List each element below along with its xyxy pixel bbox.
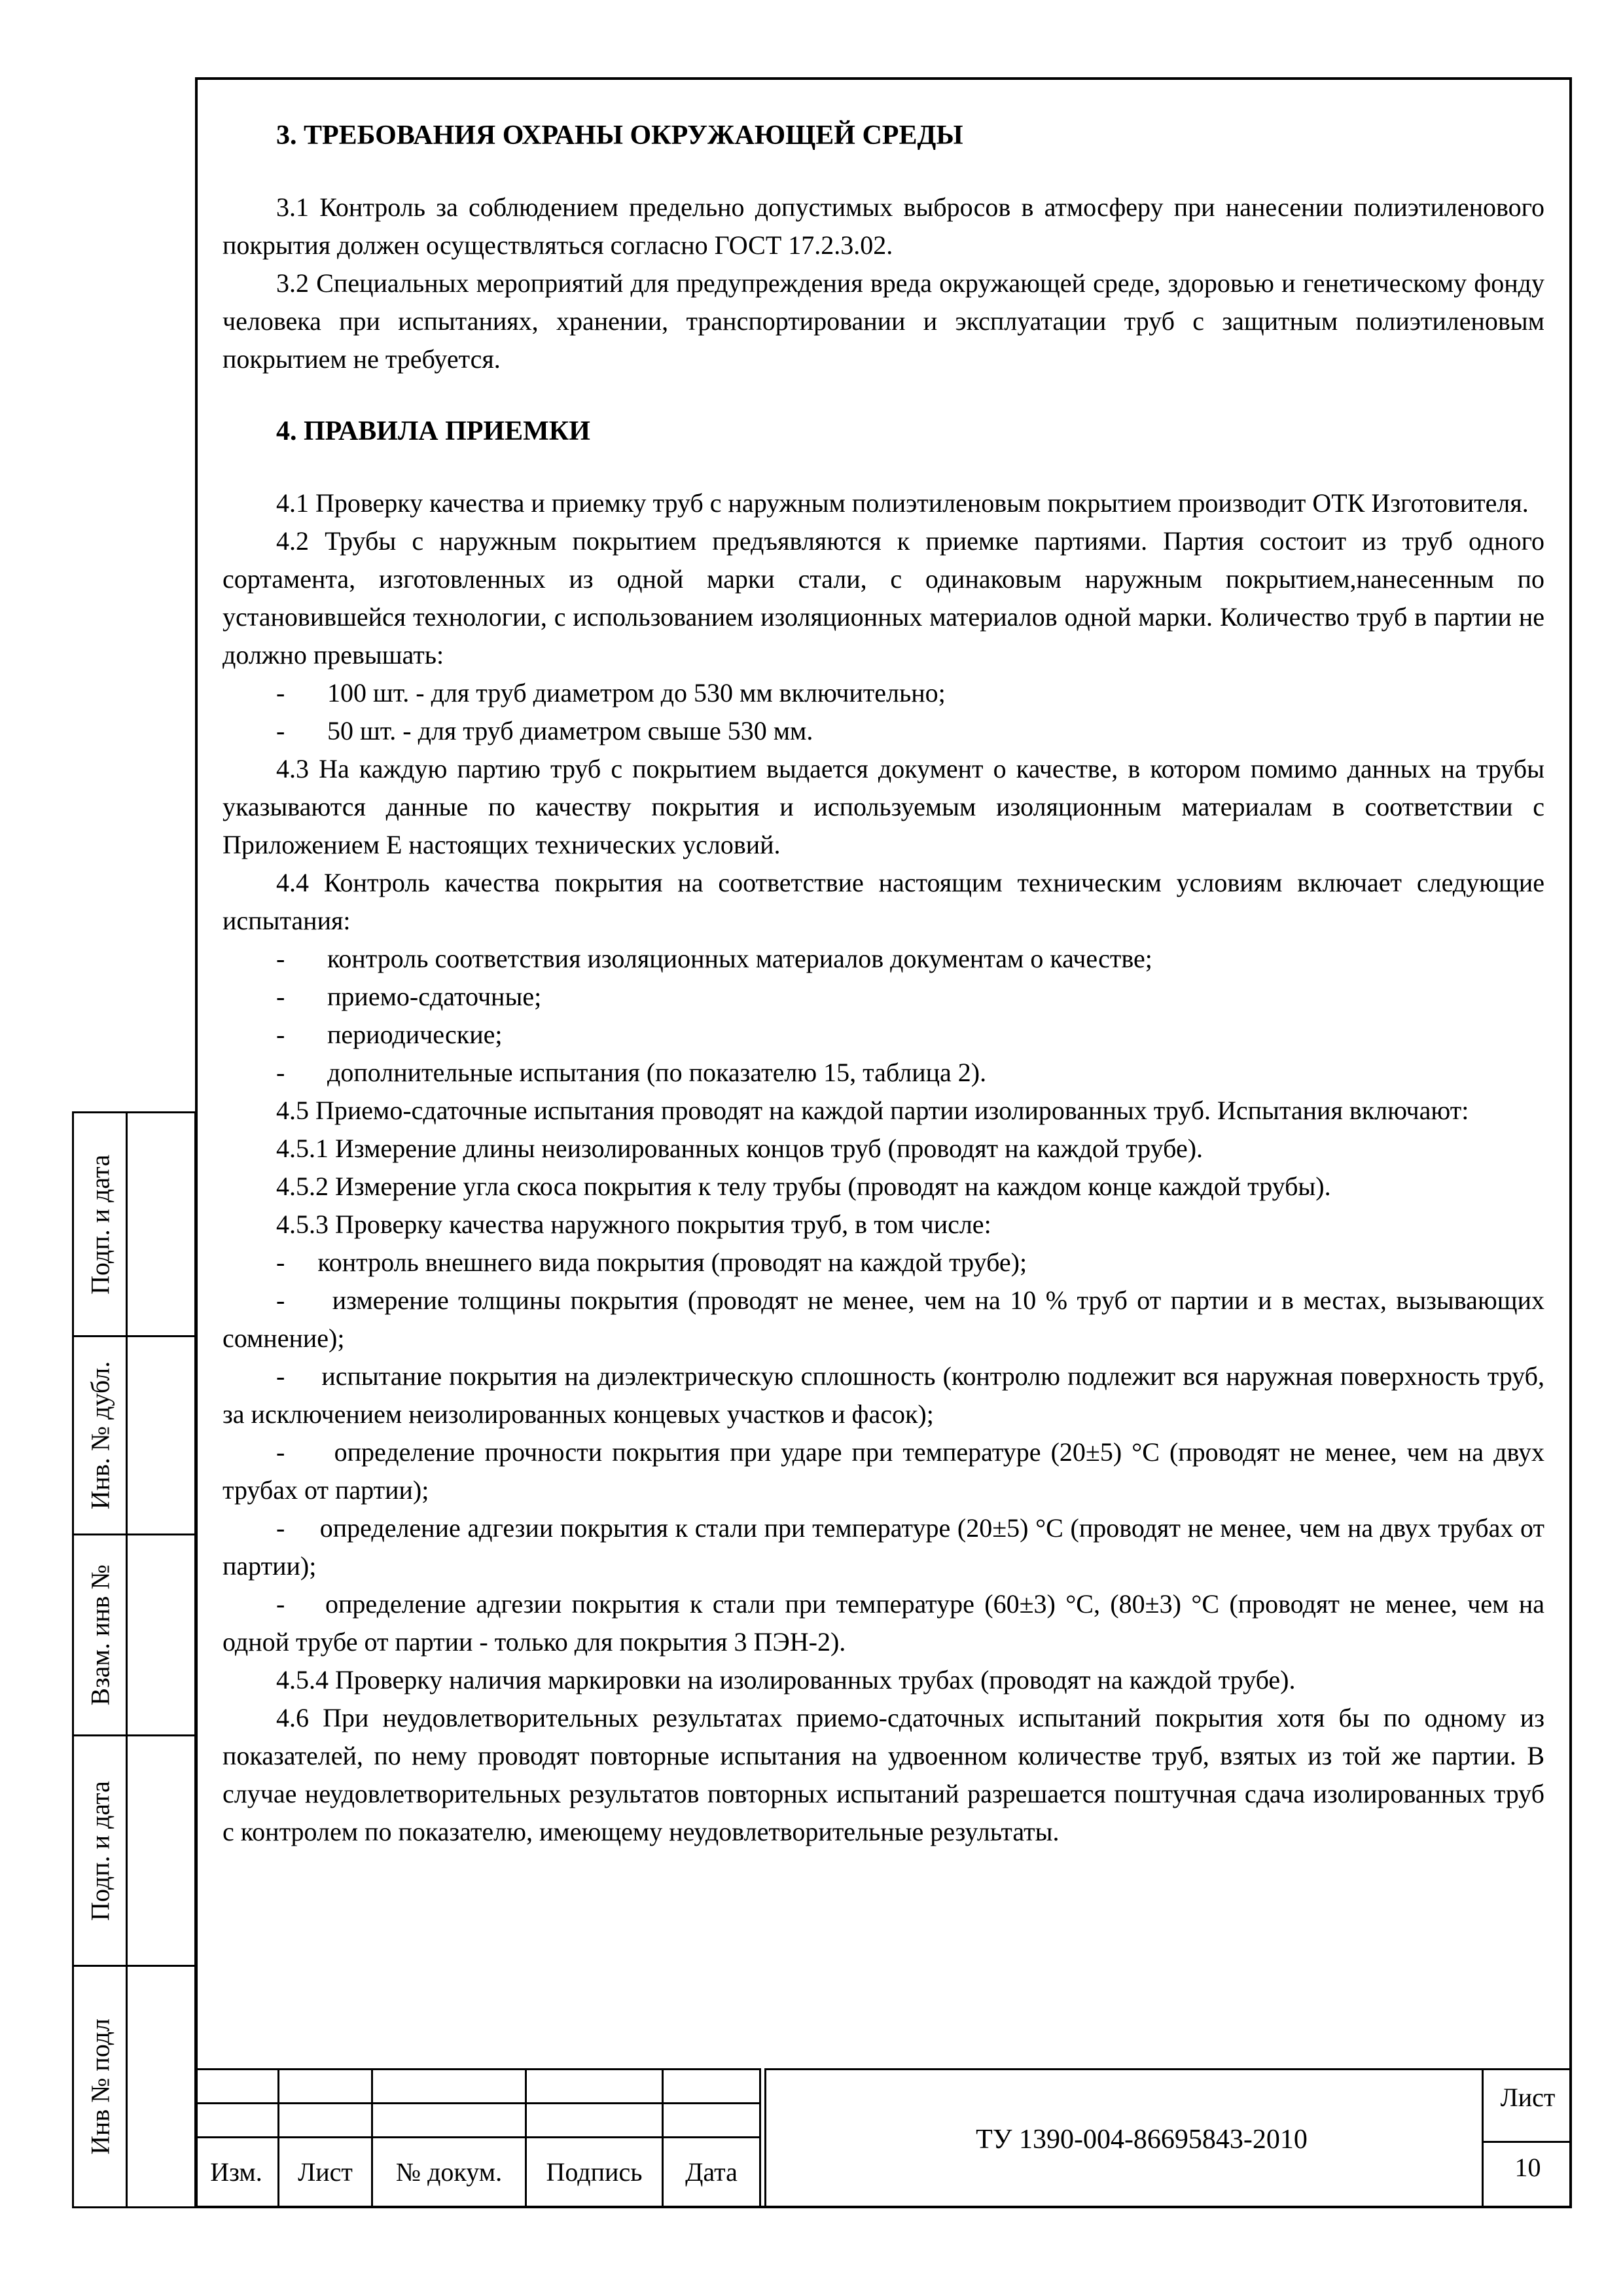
col-signature: Подпись (526, 2138, 663, 2206)
paragraph-4-4: 4.4 Контроль качества покрытия на соответствие настоящим техническим условиям включает следующие испытания: (223, 868, 1544, 935)
revision-table (195, 2068, 761, 2206)
side-label-podp-data-2: Подп. и дата (85, 1780, 115, 1921)
list-item: - определение адгезии покрытия к стали при температуре (60±3) °С, (80±3) °С (проводят не менее, чем на одной трубе от партии - только для покрытия 3 ПЭН-2). (223, 1589, 1544, 1657)
col-izm: Изм. (195, 2138, 279, 2206)
section-3-heading: 3. ТРЕБОВАНИЯ ОХРАНЫ ОКРУЖАЮЩЕЙ СРЕДЫ (276, 120, 963, 151)
document-body (223, 108, 1544, 1851)
list-item: - испытание покрытия на диэлектрическую сплошность (контролю подлежит вся наружная поверхность труб, за исключением неизолированных концевых участков и фасок); (223, 1361, 1544, 1429)
side-label-inv-podl: Инв № подл (85, 2018, 115, 2155)
document-number: ТУ 1390-004-86695843-2010 (764, 2068, 1517, 2208)
list-item: - определение прочности покрытия при ударе при температуре (20±5) °С (проводят не менее, чем на двух трубах от партии); (223, 1437, 1544, 1505)
title-block (195, 2068, 1572, 2208)
sheet-number: 10 (1514, 2153, 1541, 2182)
col-doc-number: № докум. (372, 2138, 526, 2206)
list-item: - контроль соответствия изоляционных материалов документам о качестве; (276, 944, 1152, 973)
list-item: - приемо-сдаточные; (276, 982, 542, 1011)
side-label-podp-data-1: Подп. и дата (85, 1154, 115, 1295)
paragraph-4-1: 4.1 Проверку качества и приемку труб с наружным полиэтиленовым покрытием производит ОТК Изготовителя. (276, 488, 1529, 518)
col-date: Дата (663, 2138, 760, 2206)
col-list: Лист (279, 2138, 372, 2206)
list-item: - 50 шт. - для труб диаметром свыше 530 мм. (276, 716, 813, 745)
sheet-box (1482, 2068, 1572, 2208)
side-label-vzam-inv: Взам. инв № (85, 1564, 115, 1706)
paragraph-3-1: 3.1 Контроль за соблюдением предельно допустимых выбросов в атмосферу при нанесении полиэтиленового покрытия должен осуществляться согласно ГОСТ 17.2.3.02. (223, 192, 1544, 260)
sheet-label: Лист (1500, 2083, 1556, 2112)
list-item: - контроль внешнего вида покрытия (проводят на каждой трубе); (276, 1247, 1027, 1277)
section-4-heading: 4. ПРАВИЛА ПРИЕМКИ (276, 416, 590, 446)
paragraph-4-5: 4.5 Приемо-сдаточные испытания проводят на каждой партии изолированных труб. Испытания включают: (276, 1096, 1469, 1125)
paragraph-4-5-1: 4.5.1 Измерение длины неизолированных концов труб (проводят на каждой трубе). (276, 1134, 1204, 1163)
paragraph-4-5-3: 4.5.3 Проверку качества наружного покрытия труб, в том числе: (276, 1210, 991, 1239)
side-stamp-podp-data-1 (72, 1111, 196, 1337)
side-label-inv-dubl: Инв. № дубл. (85, 1361, 115, 1510)
list-item: - дополнительные испытания (по показателю 15, таблица 2). (276, 1058, 987, 1087)
paragraph-4-3: 4.3 На каждую партию труб с покрытием выдается документ о качестве, в котором помимо данных на трубы указываются данные по качеству покрытия и используемым изоляционным материалам в соответствии с Приложением Е настоящих технических условий. (223, 754, 1544, 859)
paragraph-4-6: 4.6 При неудовлетворительных результатах приемо-сдаточных испытаний покрытия хотя бы по одному из показателей, по нему проводят повторные испытания на удвоенном количестве труб, взятых из той же партии. В случае неудовлетворительных результатов повторных испытаний разрешается поштучная сдача изолированных труб с контролем по показателю, имеющему неудовлетворительные результаты. (223, 1703, 1544, 1846)
side-stamp-vzam-inv (72, 1534, 196, 1736)
side-stamp-podp-data-2 (72, 1734, 196, 1967)
side-stamp-inv-podl (72, 1965, 196, 2208)
list-item: - измерение толщины покрытия (проводят не менее, чем на 10 % труб от партии и в местах, вызывающих сомнение); (223, 1285, 1544, 1353)
paragraph-4-5-4: 4.5.4 Проверку наличия маркировки на изолированных трубах (проводят на каждой трубе). (276, 1665, 1296, 1695)
list-item: - 100 шт. - для труб диаметром до 530 мм включительно; (276, 678, 946, 708)
list-item: - периодические; (276, 1020, 503, 1049)
paragraph-3-2: 3.2 Специальных мероприятий для предупреждения вреда окружающей среде, здоровью и генетическому фонду человека при испытаниях, хранении, транспортировании и эксплуатации труб с защитным полиэтиленовым покрытием не требуется. (223, 268, 1544, 374)
paragraph-4-2: 4.2 Трубы с наружным покрытием предъявляются к приемке партиями. Партия состоит из труб одного сортамента, изготовленных из одной марки стали, с одинаковым наружным покрытием,нанесенным по установившейся технологии, с использованием изоляционных материалов одной марки. Количество труб в партии не должно превышать: (223, 526, 1544, 670)
paragraph-4-5-2: 4.5.2 Измерение угла скоса покрытия к телу трубы (проводят на каждом конце каждой трубы). (276, 1172, 1331, 1201)
side-stamp-inv-dubl (72, 1335, 196, 1535)
list-item: - определение адгезии покрытия к стали при температуре (20±5) °С (проводят не менее, чем на двух трубах от партии); (223, 1513, 1545, 1581)
